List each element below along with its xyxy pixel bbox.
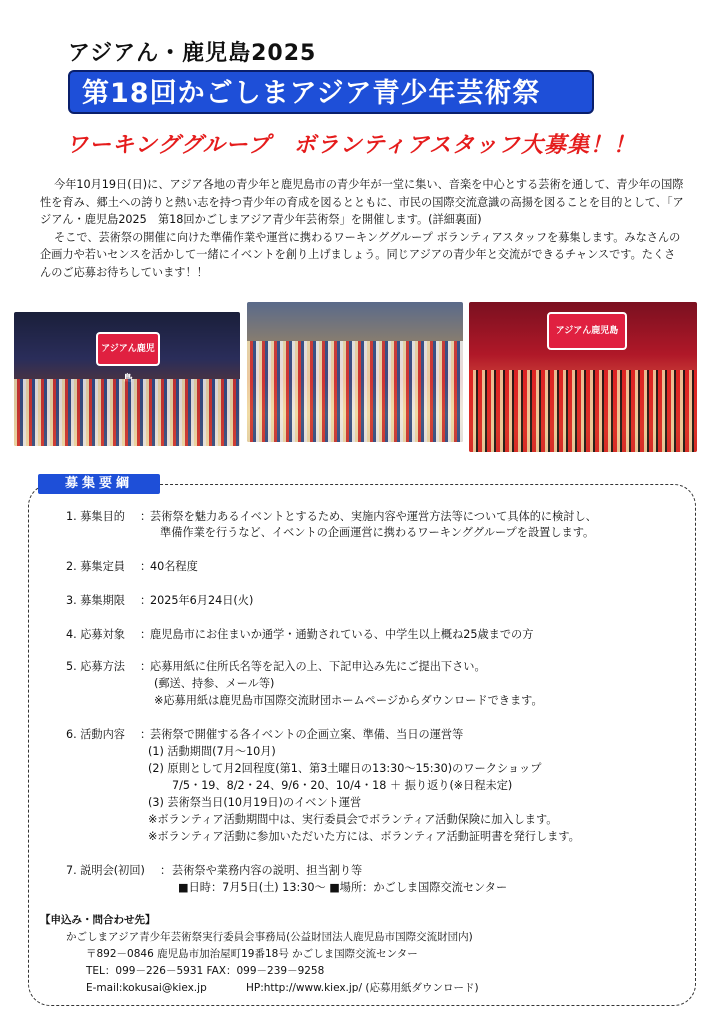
- item-value: 芸術祭を魅力あるイベントとするため、実施内容や運営方法等について具体的に検討し、: [150, 510, 597, 523]
- item-colon: ：: [140, 628, 152, 641]
- item-value: ※応募用紙は鹿児島市国際交流財団ホームページからダウンロードできます。: [154, 694, 543, 707]
- section-tab: 募集要綱: [38, 474, 160, 494]
- intro-paragraph-2: そこで、芸術祭の開催に向けた準備作業や運営に携わるワーキンググループ ボランティアスタッフを募集します。みなさんの企画力や若いセンスを活かして一緒にイベントを創り上げましょう。同じアジアの青少年と交流ができるチャンスです。たくさんのご応募お待ちしています！！: [40, 230, 681, 279]
- stage-sign: アジアん鹿児: [96, 332, 160, 366]
- contact-email-link[interactable]: E-mail:kokusai@kiex.jp: [86, 982, 207, 994]
- intro-text: [40, 176, 684, 281]
- item-value: 40名程度: [150, 560, 198, 573]
- item-colon: ：: [140, 560, 152, 573]
- item-label: 7. 説明会(初回): [66, 864, 145, 877]
- contact-heading: 【申込み・問合わせ先】: [40, 914, 156, 926]
- item-value: (2) 原則として月2回程度(第1、第3土曜日の13:30～15:30)のワークショップ: [148, 762, 542, 775]
- item-value: 7/5・19、8/2・24、9/6・20、10/4・18 ＋ 振り返り(※日程未定): [172, 779, 513, 792]
- item-colon: ：: [140, 594, 152, 607]
- item-value: (3) 芸術祭当日(10月19日)のイベント運営: [148, 796, 362, 809]
- intro-paragraph-1: 今年10月19日(日)に、アジア各地の青少年と鹿児島市の青少年が一堂に集い、音楽を中心とする芸術を通して、青少年の国際性を育み、郷土への誇りと熱い志を持つ青少年の育成を図るとともに、市民の国際交流意識の高揚を図ることを目的として、「アジアん・鹿児島2025 第18回かごしまアジア青少年芸術祭」を開催します。(詳細裏面): [40, 178, 684, 226]
- group-crowd: [247, 341, 463, 442]
- item-colon: ：: [140, 660, 152, 673]
- item-label: 1. 募集目的: [66, 510, 125, 523]
- photo-group-stage: [469, 302, 697, 452]
- item-value: 応募用紙に住所氏名等を記入の上、下記申込み先にご提出下さい。: [150, 660, 486, 673]
- item-value: 芸術祭や業務内容の説明、担当割り等: [172, 864, 363, 877]
- event-title-banner: 第18回かごしまアジア青少年芸術祭: [68, 70, 594, 114]
- performers-crowd: [14, 379, 240, 446]
- item-value: 鹿児島市にお住まいか通学・通勤されている、中学生以上概ね25歳までの方: [150, 628, 534, 641]
- photo-group-hall: [247, 302, 463, 442]
- item-value: 芸術祭で開催する各イベントの企画立案、準備、当日の運営等: [150, 728, 464, 741]
- group-crowd: [469, 370, 697, 453]
- item-value: (郵送、持参、メール等): [154, 677, 275, 690]
- item-value: 2025年6月24日(火): [150, 594, 254, 607]
- item-value: ■日時：7月5日(土) 13:30～ ■場所：かごしま国際交流センター: [178, 881, 508, 894]
- item-label: 6. 活動内容: [66, 728, 125, 741]
- recruit-headline: ワーキンググループ ボランティアスタッフ大募集！！: [66, 133, 636, 158]
- item-label: 2. 募集定員: [66, 560, 125, 573]
- contact-homepage-link[interactable]: HP:http://www.kiex.jp/ (応募用紙ダウンロード): [246, 982, 479, 994]
- photo-stage-performance: [14, 312, 240, 446]
- item-label: 3. 募集期限: [66, 594, 125, 607]
- event-subtitle: アジアん・鹿児島2025: [68, 41, 317, 66]
- item-label: 4. 応募対象: [66, 628, 125, 641]
- item-label: 5. 応募方法: [66, 660, 125, 673]
- item-colon: ：: [140, 728, 152, 741]
- item-colon: ：: [140, 510, 152, 523]
- contact-tel-fax: TEL：099－226－5931 FAX：099－239－9258: [86, 965, 325, 977]
- item-colon: ：: [160, 864, 172, 877]
- item-value: (1) 活動期間(7月～10月): [148, 745, 276, 758]
- contact-address: 〒892－0846 鹿児島市加治屋町19番18号 かごしま国際交流センター: [86, 948, 418, 960]
- item-value: ※ボランティア活動期間中は、実行委員会でボランティア活動保険に加入します。: [148, 813, 558, 826]
- item-value: 準備作業を行うなど、イベントの企画運営に携わるワーキンググループを設置します。: [160, 526, 595, 539]
- item-value: ※ボランティア活動に参加いただいた方には、ボランティア活動証明書を発行します。: [148, 830, 580, 843]
- stage-sign: アジアん鹿児島: [547, 312, 627, 350]
- contact-org: かごしまアジア青少年芸術祭実行委員会事務局(公益財団法人鹿児島市国際交流財団内): [66, 931, 473, 943]
